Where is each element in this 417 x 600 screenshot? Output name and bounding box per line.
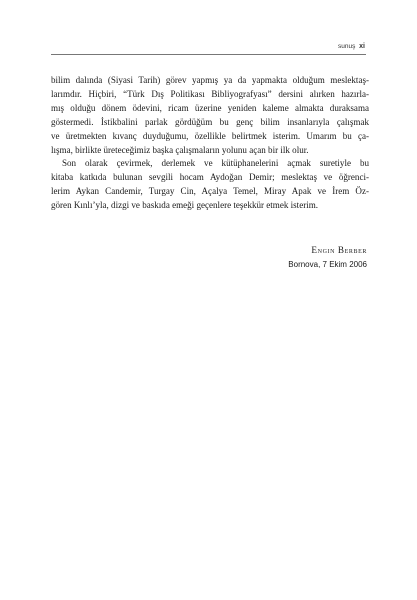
running-title: sunuş	[337, 43, 356, 50]
text-line: mış olduğu dönem ödevini, ricam üzerine yeniden kaleme almakta duraksama	[51, 102, 369, 113]
text-line: gören Kınlı’yla, dizgi ve baskıda emeği geçenlere teşekkür etmek isterim.	[51, 200, 319, 211]
place-date: Bornova, 7 Ekim 2006	[288, 259, 367, 269]
paragraph-1	[51, 74, 369, 157]
paragraph-2	[51, 157, 369, 213]
signature-block	[288, 244, 367, 271]
page-number: xi	[359, 43, 365, 50]
text-line: lerim Aykan Candemir, Turgay Cin, Açalya Temel, Miray Apak ve İrem Öz-	[51, 186, 369, 197]
text-line: larımdır. Hiçbiri, “Türk Dış Politikası Bibliyografyası” dersini alırken hazırla-	[51, 88, 369, 99]
text-line: göstermedi. İstikbalini parlak gördüğüm bu genç bilim insanlarıyla çalışmak	[51, 116, 369, 127]
text-line: bilim dalında (Siyasi Tarih) görev yapmış ya da yapmakta olduğum meslektaş-	[51, 75, 369, 85]
body-text	[51, 74, 369, 213]
running-header	[338, 43, 365, 50]
header-rule	[51, 54, 366, 55]
text-line: ve üretmekten kıvanç duyduğumu, özellikle belirtmek isterim. Umarım bu ça-	[51, 130, 369, 141]
text-line: Son olarak çevirmek, derlemek ve kütüphanelerini açmak suretiyle bu	[62, 158, 369, 169]
text-line: lışma, birlikte üreteceğimiz başka çalışmaların yolunu açan bir ilk olur.	[51, 144, 309, 155]
text-line: kitaba katkıda bulunan sevgili hocam Aydoğan Demir; meslektaş ve öğrenci-	[51, 172, 369, 183]
author-name: Engin Berber	[311, 245, 367, 255]
